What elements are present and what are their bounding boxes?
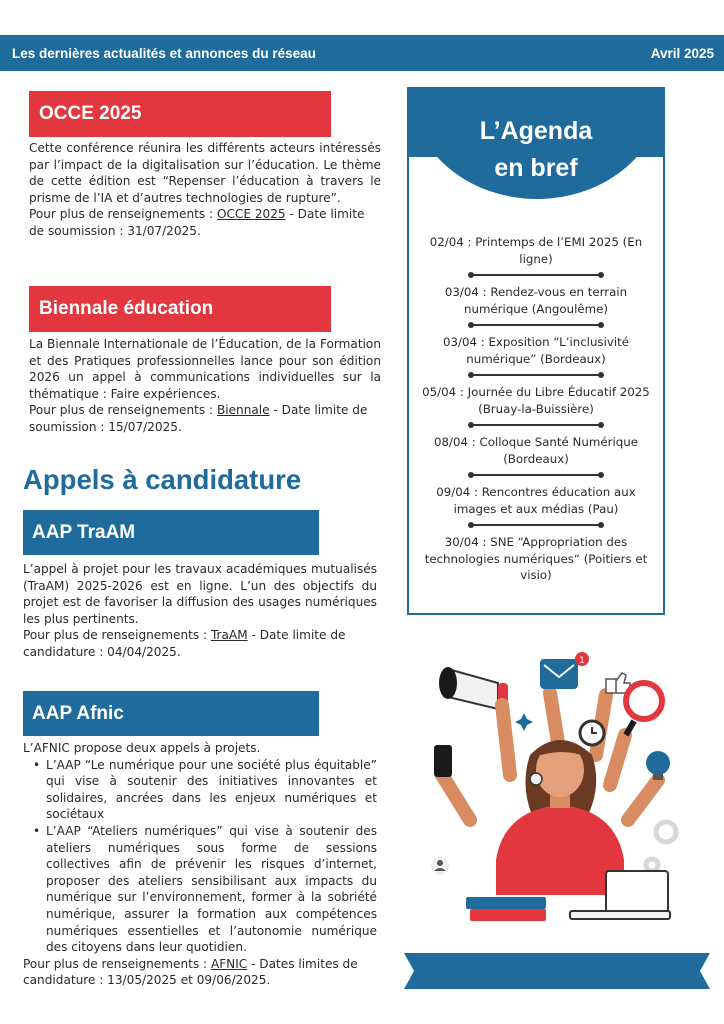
headset-icon <box>530 773 542 785</box>
bottom-ribbon <box>404 953 710 989</box>
afnic-more-prefix: Pour plus de renseignements : <box>23 956 211 971</box>
woman-body <box>496 805 624 895</box>
traam-link[interactable]: TraAM <box>210 628 248 643</box>
agenda-separator <box>471 374 601 376</box>
traam-body: L’appel à projet pour les travaux académiques mutualisés (TraAM) 2025-2026 est en ligne. L’un des objectifs du projet est de favoriser la diffusion des usages numériques les plus pertinents. <box>23 562 377 626</box>
afnic-bullet-list <box>23 757 377 956</box>
biennale-body: La Biennale Internationale de l’Éducation, de la Formation et des Pratiques professionnelles lance pour son édition 2026 un appel à communications individuelles sur la thématique : Faire expériences. <box>29 337 381 401</box>
agenda-separator <box>471 424 601 426</box>
occce-link[interactable]: OCCE 2025 <box>216 207 286 222</box>
agenda-separator <box>471 324 601 326</box>
biennale-block <box>29 336 381 436</box>
multitasking-woman-illustration <box>420 635 700 925</box>
header-bar <box>0 35 724 71</box>
agenda-item: 03/04 : Rendez-vous en terrain numérique (Angoulême) <box>444 285 628 316</box>
email-icon <box>540 652 589 689</box>
traam-more <box>23 627 377 660</box>
biennale-more-suffix: - Date limite de soumission : 15/07/2025. <box>29 403 368 434</box>
occce-more <box>29 206 381 239</box>
afnic-more <box>23 956 377 989</box>
occce-body: Cette conférence réunira les différents acteurs intéressés par l’impact de la digitalisation sur l’éducation. Le thème de cette édition est “Repenser l’éducation à travers le prisme de l’IA et d’autres technologies de rupture”. <box>29 141 381 205</box>
agenda-list <box>409 234 663 584</box>
afnic-bullet-2: • L’AAP “Ateliers numériques” qui vise à soutenir des ateliers numériques sous forme de sessions collectives afin de prévenir les risques d’internet, proposer des ateliers sensibilisant aux impacts du numérique sur l’environnement, former à la sobriété numérique, assurer la formation aux compétences numériques essentielles et l’autonomie numérique des citoyens dans leur quotidien. <box>23 823 377 956</box>
sparkle-icon <box>515 713 533 731</box>
agenda-item: 03/04 : Exposition “L’inclusivité numérique” (Bordeaux) <box>442 335 629 366</box>
afnic-link[interactable]: AFNIC <box>210 956 248 971</box>
gear-icon <box>646 822 676 871</box>
agenda-title-line1: L’Agenda <box>479 117 593 145</box>
afnic-block <box>23 740 377 989</box>
traam-more-prefix: Pour plus de renseignements : <box>23 628 211 643</box>
agenda-title-line2: en bref <box>494 154 578 182</box>
lightbulb-icon <box>646 751 670 780</box>
occce-heading: OCCE 2025 <box>29 91 331 137</box>
agenda-item: 05/04 : Journée du Libre Éducatif 2025 (Bruay-la-Buissière) <box>422 385 650 416</box>
agenda-item: 09/04 : Rencontres éducation aux images et aux médias (Pau) <box>436 485 636 516</box>
agenda-item: 02/04 : Printemps de l’EMI 2025 (En ligne) <box>429 235 643 266</box>
afnic-bullet-1: • L’AAP “Le numérique pour une société plus équitable” qui vise à soutenir des initiatives innovantes et solidaires, ancrées dans les enjeux numériques et sociétaux <box>23 757 377 823</box>
afnic-more-suffix: - Dates limites de candidature : 13/05/2025 et 09/06/2025. <box>23 956 358 988</box>
books-icon <box>466 897 546 921</box>
biennale-more <box>29 402 381 435</box>
agenda-box <box>407 87 665 615</box>
biennale-link[interactable]: Biennale <box>216 403 270 418</box>
afnic-intro: L’AFNIC propose deux appels à projets. <box>23 741 261 755</box>
phone-icon <box>434 745 452 777</box>
occce-more-prefix: Pour plus de renseignements : <box>29 207 217 222</box>
magnifier-icon <box>626 683 662 735</box>
svg-text:1: 1 <box>579 656 585 666</box>
header-tagline: Les dernières actualités et annonces du réseau <box>12 45 316 61</box>
biennale-heading: Biennale éducation <box>29 286 331 332</box>
traam-more-suffix: - Date limite de candidature : 04/04/2025. <box>23 628 346 659</box>
traam-block <box>23 561 377 661</box>
agenda-title <box>409 113 663 187</box>
agenda-separator <box>471 474 601 476</box>
agenda-separator <box>471 524 601 526</box>
occce-block <box>29 140 381 240</box>
agenda-separator <box>471 274 601 276</box>
agenda-item: 30/04 : SNE “Appropriation des technologies numériques“ (Poitiers et visio) <box>424 535 648 582</box>
agenda-item: 08/04 : Colloque Santé Numérique (Bordeaux) <box>434 435 638 466</box>
occce-more-suffix: - Date limite de soumission : 31/07/2025. <box>29 207 365 238</box>
section-title: Appels à candidature <box>23 464 302 495</box>
header-date: Avril 2025 <box>650 45 714 61</box>
clock-icon <box>580 721 604 745</box>
afnic-heading: AAP Afnic <box>23 691 319 736</box>
traam-heading: AAP TraAM <box>23 510 319 555</box>
biennale-more-prefix: Pour plus de renseignements : <box>29 403 217 418</box>
